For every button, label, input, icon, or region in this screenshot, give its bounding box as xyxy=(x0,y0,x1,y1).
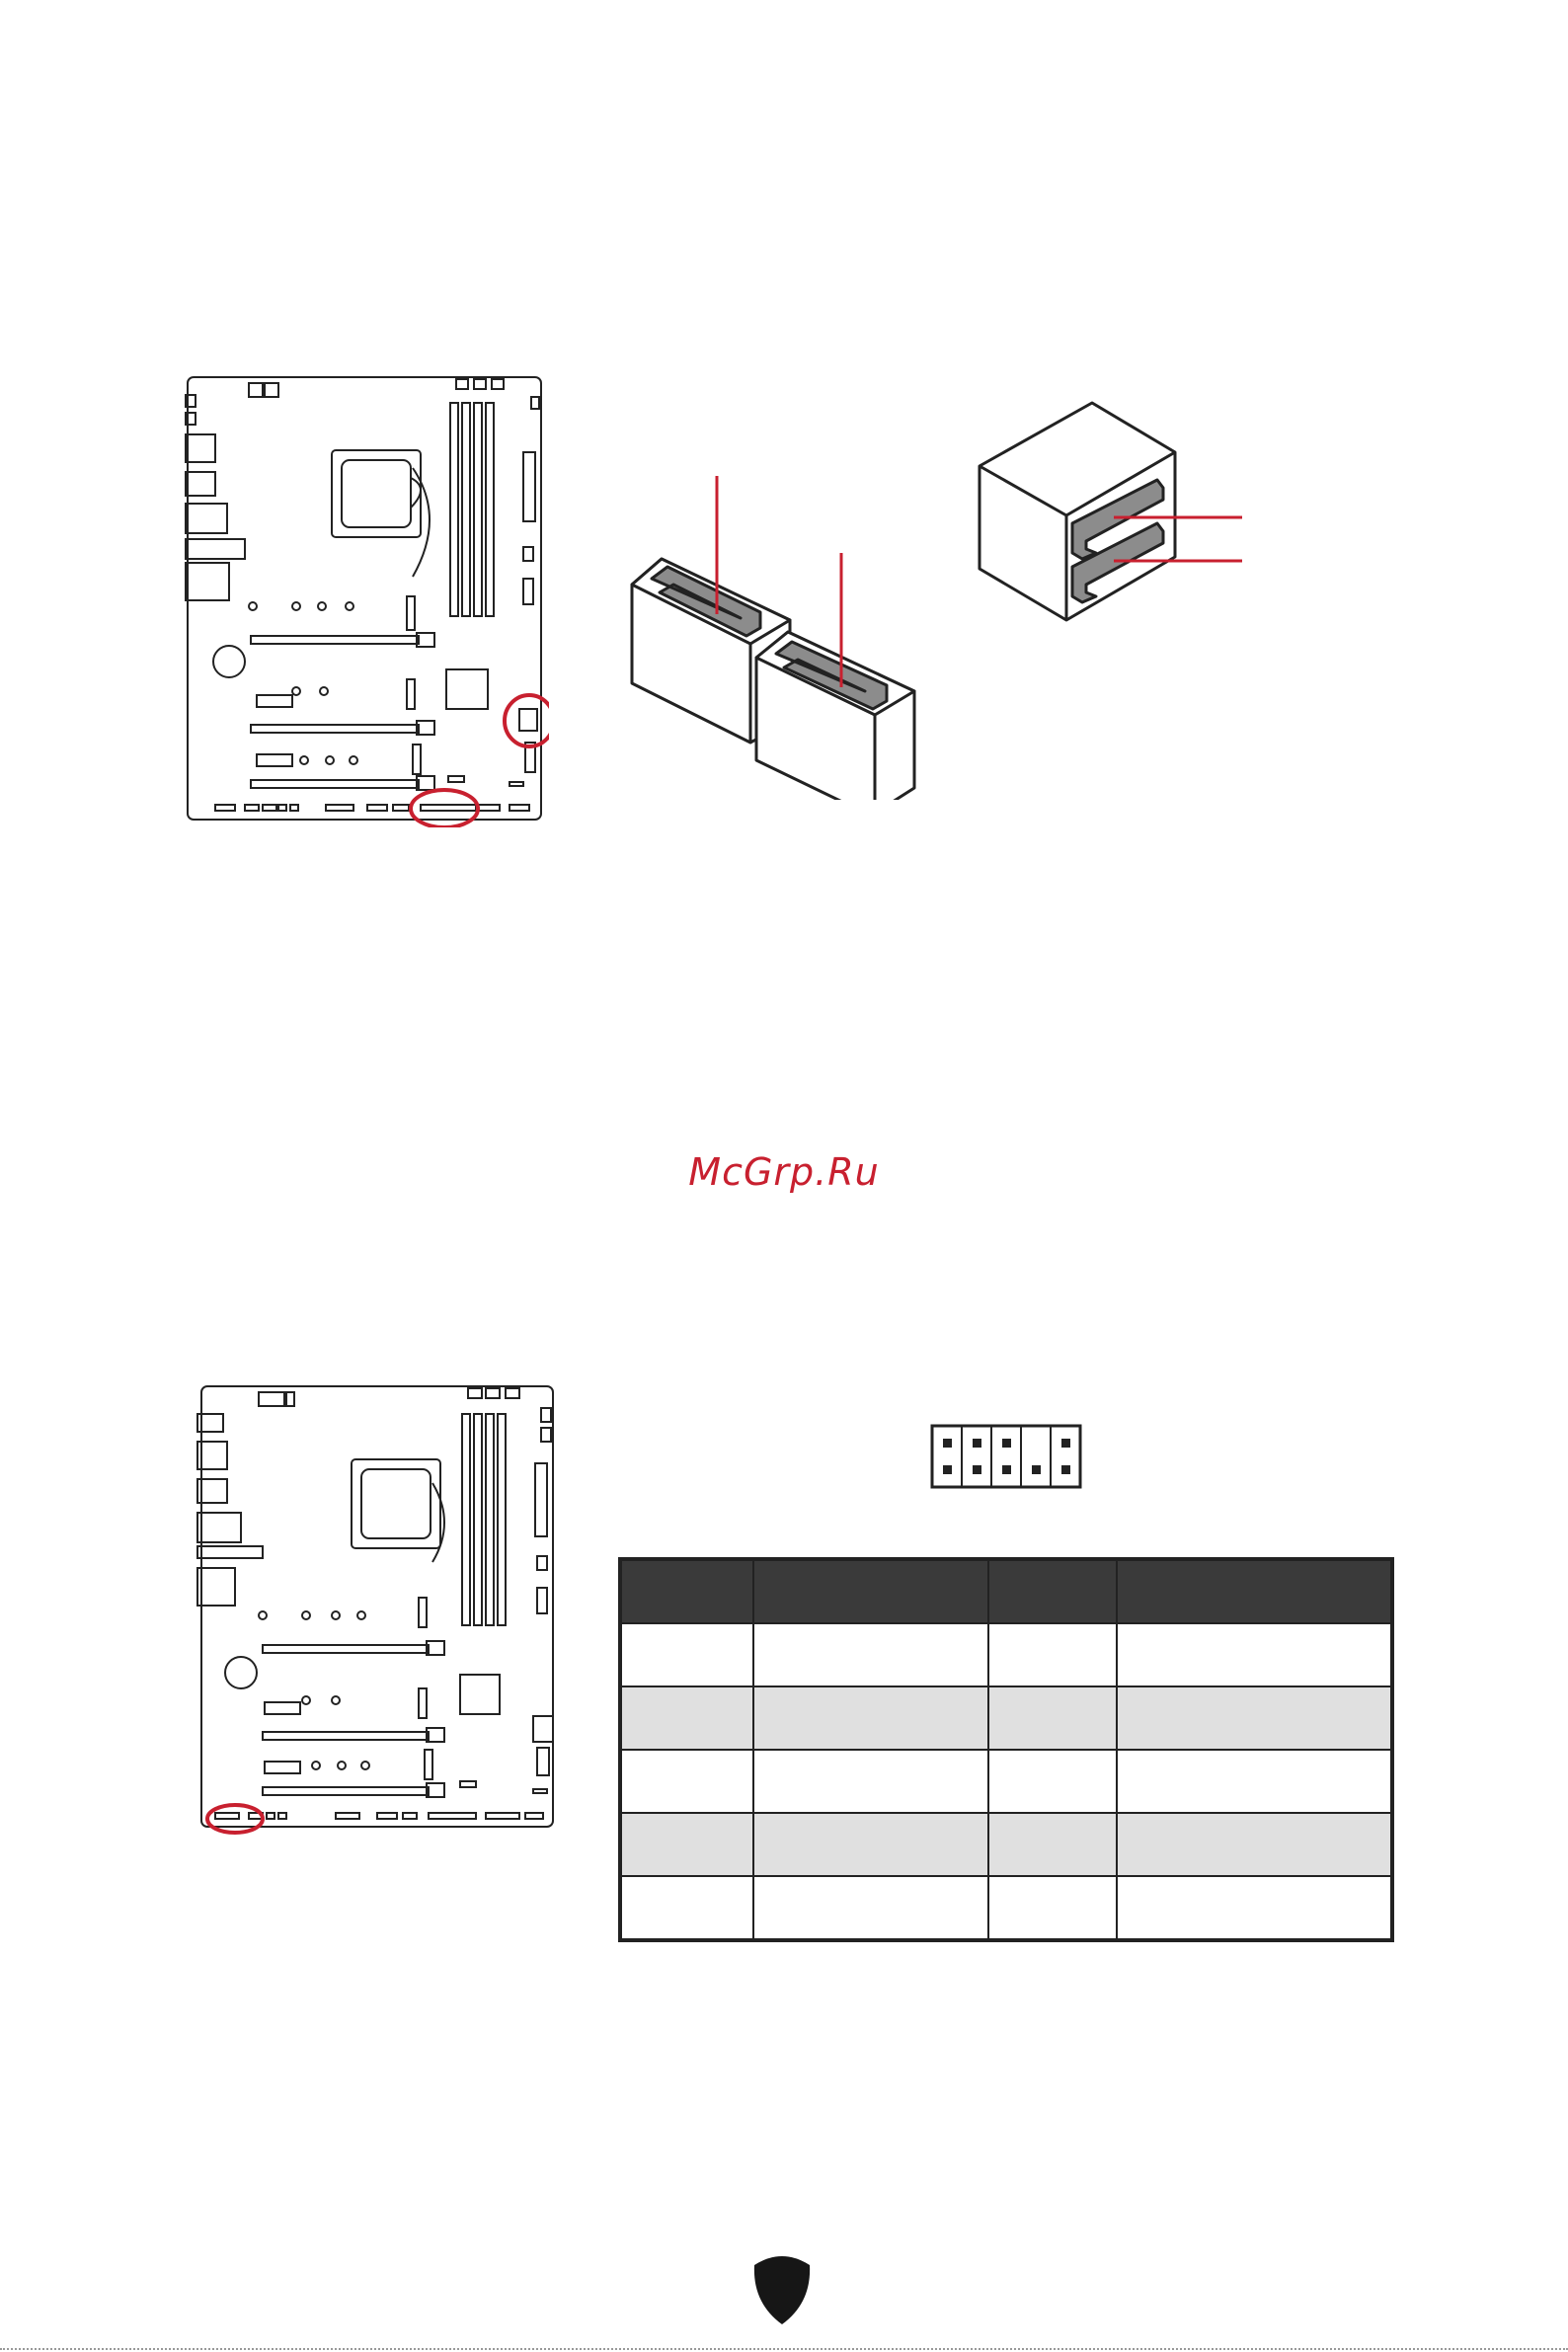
table-cell xyxy=(753,1750,988,1813)
header-cell xyxy=(753,1559,988,1623)
header-cell xyxy=(988,1559,1117,1623)
table-header-row xyxy=(620,1559,1392,1623)
table-cell xyxy=(620,1686,753,1750)
table-cell xyxy=(988,1686,1117,1750)
table-cell xyxy=(1117,1813,1392,1876)
motherboard-diagram-bottom xyxy=(196,1380,559,1835)
table-cell xyxy=(988,1813,1117,1876)
table-cell xyxy=(1117,1876,1392,1940)
shield-icon xyxy=(750,2251,814,2326)
watermark-text: McGrp.Ru xyxy=(688,1150,880,1194)
table-cell xyxy=(988,1876,1117,1940)
pin-definition-table xyxy=(618,1557,1394,1942)
table-cell xyxy=(753,1813,988,1876)
table-cell xyxy=(620,1750,753,1813)
table-cell xyxy=(988,1750,1117,1813)
header-cell xyxy=(1117,1559,1392,1623)
table-cell xyxy=(1117,1686,1392,1750)
sata-connector-pair-diagram xyxy=(622,474,928,800)
motherboard-diagram-top xyxy=(184,373,549,827)
table-row xyxy=(620,1623,1392,1686)
table-row xyxy=(620,1750,1392,1813)
table-cell xyxy=(753,1876,988,1940)
table-cell xyxy=(620,1876,753,1940)
header-cell xyxy=(620,1559,753,1623)
table-row xyxy=(620,1876,1392,1940)
table-cell xyxy=(753,1686,988,1750)
highlight-ellipse xyxy=(505,695,549,746)
sata-connector-stacked-diagram xyxy=(976,397,1252,624)
table-row xyxy=(620,1686,1392,1750)
table-cell xyxy=(620,1623,753,1686)
footer-rule xyxy=(0,2348,1568,2350)
table-cell xyxy=(1117,1623,1392,1686)
table-cell xyxy=(988,1623,1117,1686)
table-cell xyxy=(753,1623,988,1686)
table-row xyxy=(620,1813,1392,1876)
table-cell xyxy=(1117,1750,1392,1813)
table-cell xyxy=(620,1813,753,1876)
pin-header-diagram xyxy=(928,1422,1086,1491)
